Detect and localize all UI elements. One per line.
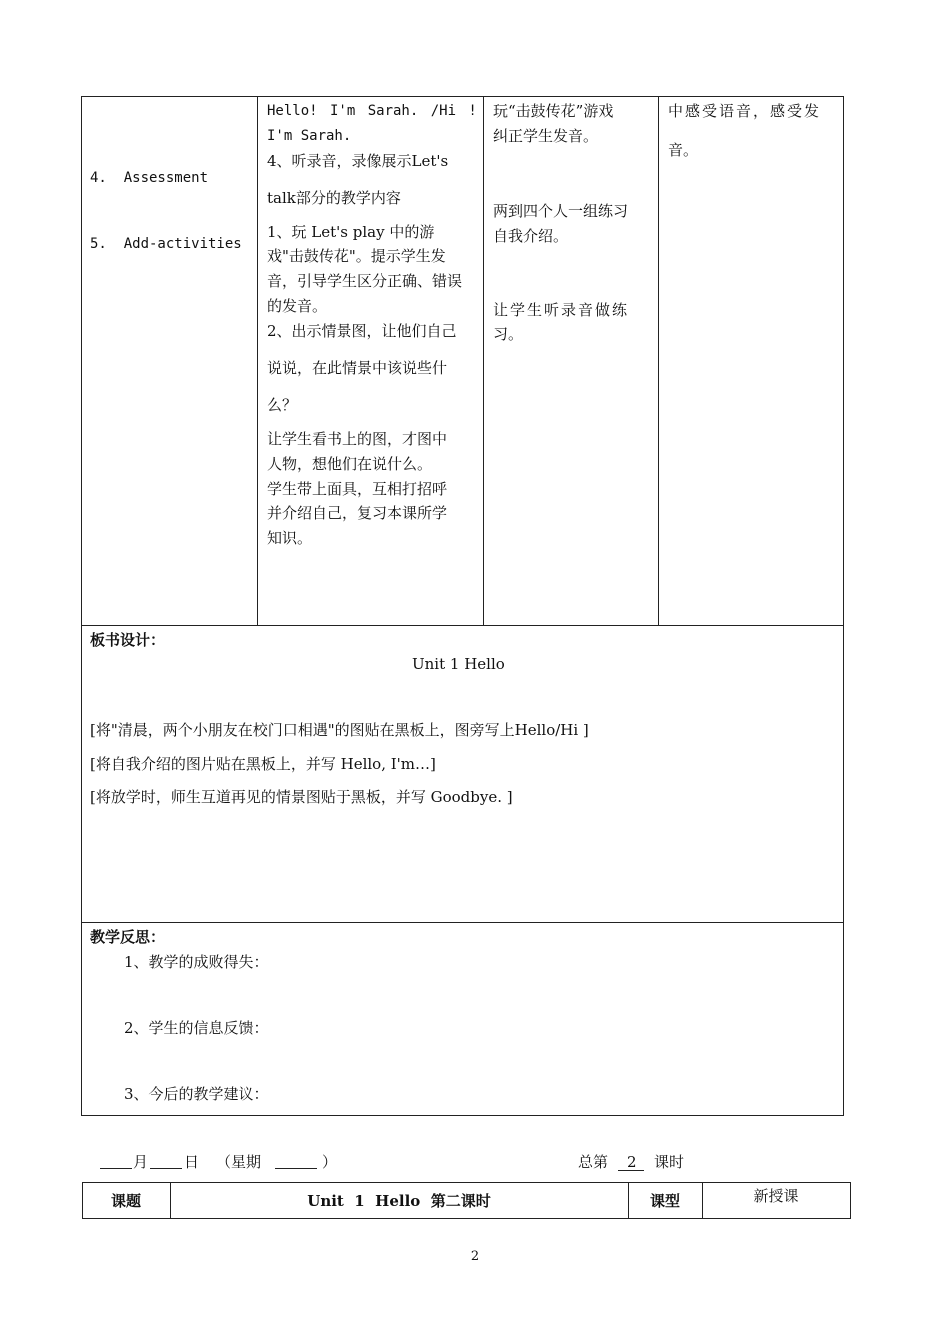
col2-line: 学生带上面具，互相打招呼	[267, 480, 448, 498]
col2-line: 让学生看书上的图，才图中	[267, 430, 448, 448]
step-add-activities: 5. Add-activities	[90, 236, 242, 252]
reflection-item: 2、学生的信息反馈：	[124, 1019, 269, 1037]
col2-line: 人物，想他们在说什么。	[267, 455, 433, 473]
col-divider-2	[483, 96, 484, 626]
col-divider-1	[257, 96, 258, 626]
col3-line: 让学生听录音做练	[493, 301, 630, 319]
reflection-item: 1、教学的成败得失：	[124, 953, 269, 971]
board-title: Unit 1 Hello	[412, 655, 505, 673]
day-label: 日	[184, 1153, 200, 1171]
type-value: 新授课	[753, 1187, 799, 1205]
topic-value: Unit 1 Hello 第二课时	[307, 1192, 491, 1210]
col2-line: 的发音。	[267, 297, 328, 315]
col4-line: 中感受语音，感受发	[668, 102, 822, 120]
month-label: 月	[133, 1153, 149, 1171]
col2-line: 说说，在此情景中该说些什	[267, 359, 448, 377]
month-blank[interactable]	[100, 1168, 132, 1169]
col3-line: 两到四个人一组练习	[493, 202, 629, 220]
row-divider-board	[81, 625, 844, 626]
type-label: 课型	[649, 1192, 680, 1210]
total-suffix: 课时	[654, 1153, 685, 1171]
header-table-bottom	[82, 1218, 851, 1219]
weekday-blank[interactable]	[275, 1168, 317, 1169]
header-table-top	[82, 1182, 851, 1183]
table-border-left	[81, 96, 82, 1116]
col2-line: 并介绍自己，复习本课所学	[267, 504, 448, 522]
col2-line: 1、玩 Let's play 中的游	[267, 223, 435, 241]
col4-line: 音。	[668, 141, 699, 159]
day-blank[interactable]	[150, 1168, 182, 1169]
col-divider-3	[658, 96, 659, 626]
col2-line: 知识。	[267, 529, 313, 547]
row-divider-reflection	[81, 922, 844, 923]
board-line: [将放学时，师生互道再见的情景图贴于黑板，并写 Goodbye. ]	[90, 788, 513, 806]
table-border-top	[81, 96, 844, 97]
total-underline	[618, 1170, 644, 1171]
page-number: 2	[470, 1249, 480, 1264]
col2-line: Hello! I'm Sarah. /Hi !	[267, 103, 477, 119]
col3-line: 自我介绍。	[493, 227, 569, 245]
table-border-bottom	[81, 1115, 844, 1116]
col3-line: 纠正学生发音。	[493, 127, 599, 145]
header-table-right	[850, 1182, 851, 1219]
col3-line: 习。	[493, 325, 524, 343]
weekday-open: （星期	[216, 1153, 262, 1171]
col2-line: 4、听录音，录像展示Let's	[267, 152, 449, 170]
col2-line: 2、出示情景图，让他们自己	[267, 322, 457, 340]
weekday-close: ）	[322, 1153, 338, 1171]
col2-line: 么？	[267, 396, 298, 414]
col2-line: 音，引导学生区分正确、错误	[267, 272, 463, 290]
reflection-heading: 教学反思：	[90, 928, 166, 946]
board-line: [将"清晨，两个小朋友在校门口相遇"的图贴在黑板上，图旁写上Hello/Hi ]	[90, 721, 589, 739]
total-prefix: 总第	[578, 1153, 609, 1171]
reflection-item: 3、今后的教学建议：	[124, 1085, 269, 1103]
board-heading: 板书设计：	[90, 631, 166, 649]
table-border-right	[843, 96, 844, 1116]
col2-line: 戏"击鼓传花"。提示学生发	[267, 247, 446, 265]
step-assessment: 4. Assessment	[90, 170, 209, 186]
topic-label: 课题	[110, 1192, 141, 1210]
board-line: [将自我介绍的图片贴在黑板上，并写 Hello, I'm…]	[90, 755, 436, 773]
total-lesson-number: 2	[627, 1153, 637, 1171]
col2-line: talk部分的教学内容	[267, 189, 401, 207]
col3-line: 玩“击鼓传花”游戏	[493, 102, 614, 120]
col2-line: I'm Sarah.	[267, 128, 352, 144]
